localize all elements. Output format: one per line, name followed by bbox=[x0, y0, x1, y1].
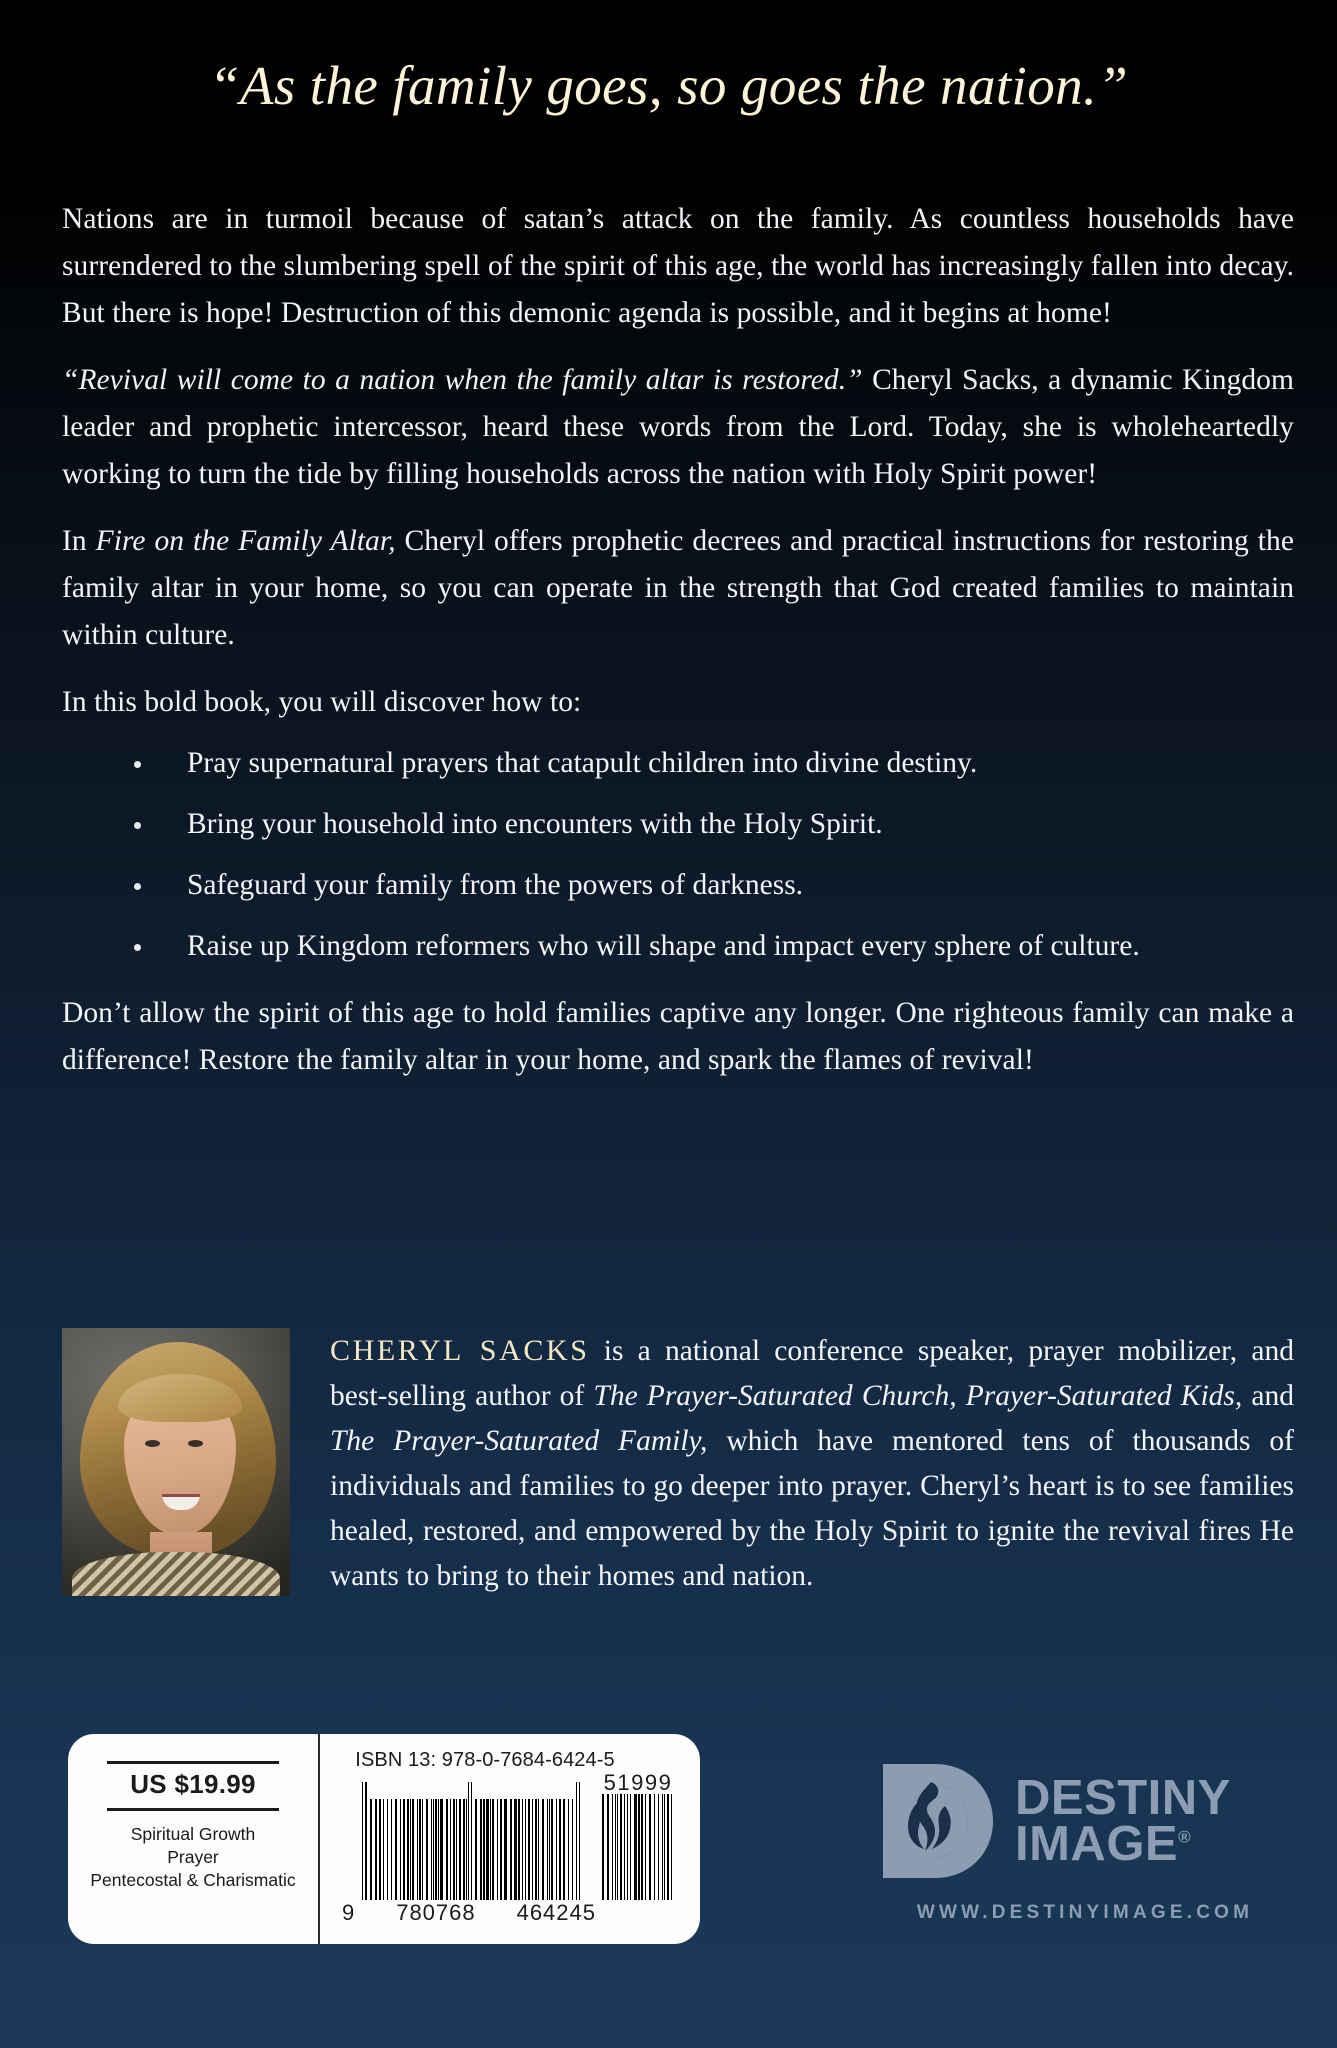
bullet-dot-icon bbox=[134, 883, 141, 890]
list-item-label: Bring your household into encounters with the Holy Spirit. bbox=[187, 808, 883, 840]
paragraph-3-after: Cheryl offers prophetic decrees and practical instructions for restoring the family altar in your home, so you can operate in the strength that God created families to maintain within culture. bbox=[62, 525, 1294, 651]
list-item bbox=[62, 923, 1294, 970]
closing-paragraph: Don’t allow the spirit of this age to hold families captive any longer. One righteous family can make a difference! Restore the family altar in your home, and spark the flames of revival! bbox=[62, 997, 1294, 1076]
paragraph-1: Nations are in turmoil because of satan’s attack on the family. As countless households have surrendered to the slumbering spell of the spirit of this age, the world has increasingly fallen into decay. But there is hope! Destruction of this demonic agenda is possible, and it begins at home! bbox=[62, 203, 1294, 329]
logo-line-2-wrap bbox=[1015, 1817, 1231, 1871]
ean13-barcode-icon bbox=[362, 1782, 580, 1900]
ean-digit-group: 9 bbox=[342, 1900, 356, 1925]
paragraph-2-rest: Cheryl Sacks, a dynamic Kingdom leader and prophetic intercessor, heard these words from the Lord. Today, she is wholeheartedly working to turn the tide by filling households across the nation with Holy Spirit power! bbox=[62, 364, 1294, 490]
author-bio-part-2 bbox=[957, 1380, 966, 1412]
portrait-eye-right bbox=[188, 1440, 203, 1447]
author-bio-part-1: is a national conference speaker, prayer mobilizer, and best-selling author of bbox=[330, 1335, 1295, 1412]
portrait-clothing bbox=[72, 1552, 280, 1596]
bullet-dot-icon bbox=[134, 761, 141, 768]
barcode-panel bbox=[68, 1734, 700, 1944]
paragraph-3 bbox=[62, 518, 1294, 659]
avatar bbox=[62, 1328, 290, 1596]
book-title: Fire on the Family Altar, bbox=[95, 525, 396, 557]
destiny-image-d-flame-icon bbox=[875, 1758, 1001, 1884]
registered-mark-icon: ® bbox=[1178, 1827, 1191, 1847]
author-book-1: The Prayer-Saturated Church, bbox=[593, 1380, 957, 1412]
category-item: Spiritual Growth bbox=[130, 1824, 256, 1844]
list-item-label: Pray supernatural prayers that catapult children into divine destiny. bbox=[187, 747, 978, 779]
ean5-addon-barcode-icon bbox=[602, 1794, 674, 1900]
category-item: Prayer bbox=[167, 1847, 219, 1867]
logo-line-1: DESTINY bbox=[1015, 1770, 1231, 1825]
logo-line-2: IMAGE bbox=[1015, 1817, 1179, 1871]
portrait-eye-left bbox=[145, 1440, 160, 1447]
price-label: US $19.99 bbox=[130, 1769, 256, 1799]
list-item bbox=[62, 801, 1294, 848]
category-item: Pentecostal & Charismatic bbox=[90, 1870, 296, 1890]
publisher-logo-block bbox=[875, 1758, 1295, 1924]
bullet-dot-icon bbox=[134, 944, 141, 951]
author-bio-part-4: which have mentored tens of thousands of individuals and families to go deeper into prayer. Cheryl’s heart is to see families healed, restored, and empowered by the Holy Spirit to ignite the revival fires He wants to bring to their homes and nation. bbox=[330, 1425, 1294, 1592]
author-bio bbox=[330, 1328, 1294, 1599]
price-rule-bottom bbox=[107, 1808, 279, 1811]
isbn-label: ISBN 13: 978-0-7684-6424-5 bbox=[355, 1749, 615, 1771]
paragraph-2 bbox=[62, 357, 1294, 498]
ean5-addon-digits: 51999 bbox=[603, 1770, 673, 1795]
bullet-dot-icon bbox=[134, 822, 141, 829]
logo-wordmark bbox=[1015, 1770, 1231, 1871]
author-book-3: The Prayer-Saturated Family, bbox=[330, 1425, 708, 1457]
author-book-2: Prayer-Saturated Kids, bbox=[965, 1380, 1243, 1412]
publisher-url[interactable]: WWW.DESTINYIMAGE.COM bbox=[916, 1902, 1254, 1923]
list-item-label: Safeguard your family from the powers of darkness. bbox=[187, 869, 804, 901]
author-name: CHERYL SACKS bbox=[330, 1334, 590, 1367]
body-copy bbox=[62, 196, 1294, 1104]
ean-digit-group: 780768 bbox=[396, 1900, 476, 1925]
price-area bbox=[68, 1734, 318, 1944]
list-item bbox=[62, 862, 1294, 909]
feature-list bbox=[62, 740, 1294, 970]
category-list bbox=[68, 1823, 318, 1892]
page-headline: “As the family goes, so goes the nation.” bbox=[208, 55, 1129, 116]
list-item bbox=[62, 740, 1294, 787]
logo-row bbox=[875, 1758, 1295, 1884]
list-lead-in: In this bold book, you will discover how to: bbox=[62, 686, 582, 718]
ean-digit-group: 464245 bbox=[516, 1900, 596, 1925]
author-bio-part-3: and bbox=[1242, 1380, 1295, 1412]
isbn-area bbox=[320, 1734, 700, 1944]
paragraph-3-before: In bbox=[62, 525, 96, 557]
list-item-label: Raise up Kingdom reformers who will shape and impact every sphere of culture. bbox=[187, 930, 1140, 962]
author-block bbox=[62, 1328, 1294, 1599]
revival-quote: “Revival will come to a nation when the family altar is restored.” bbox=[62, 364, 863, 396]
ean13-digits bbox=[338, 1900, 600, 1926]
